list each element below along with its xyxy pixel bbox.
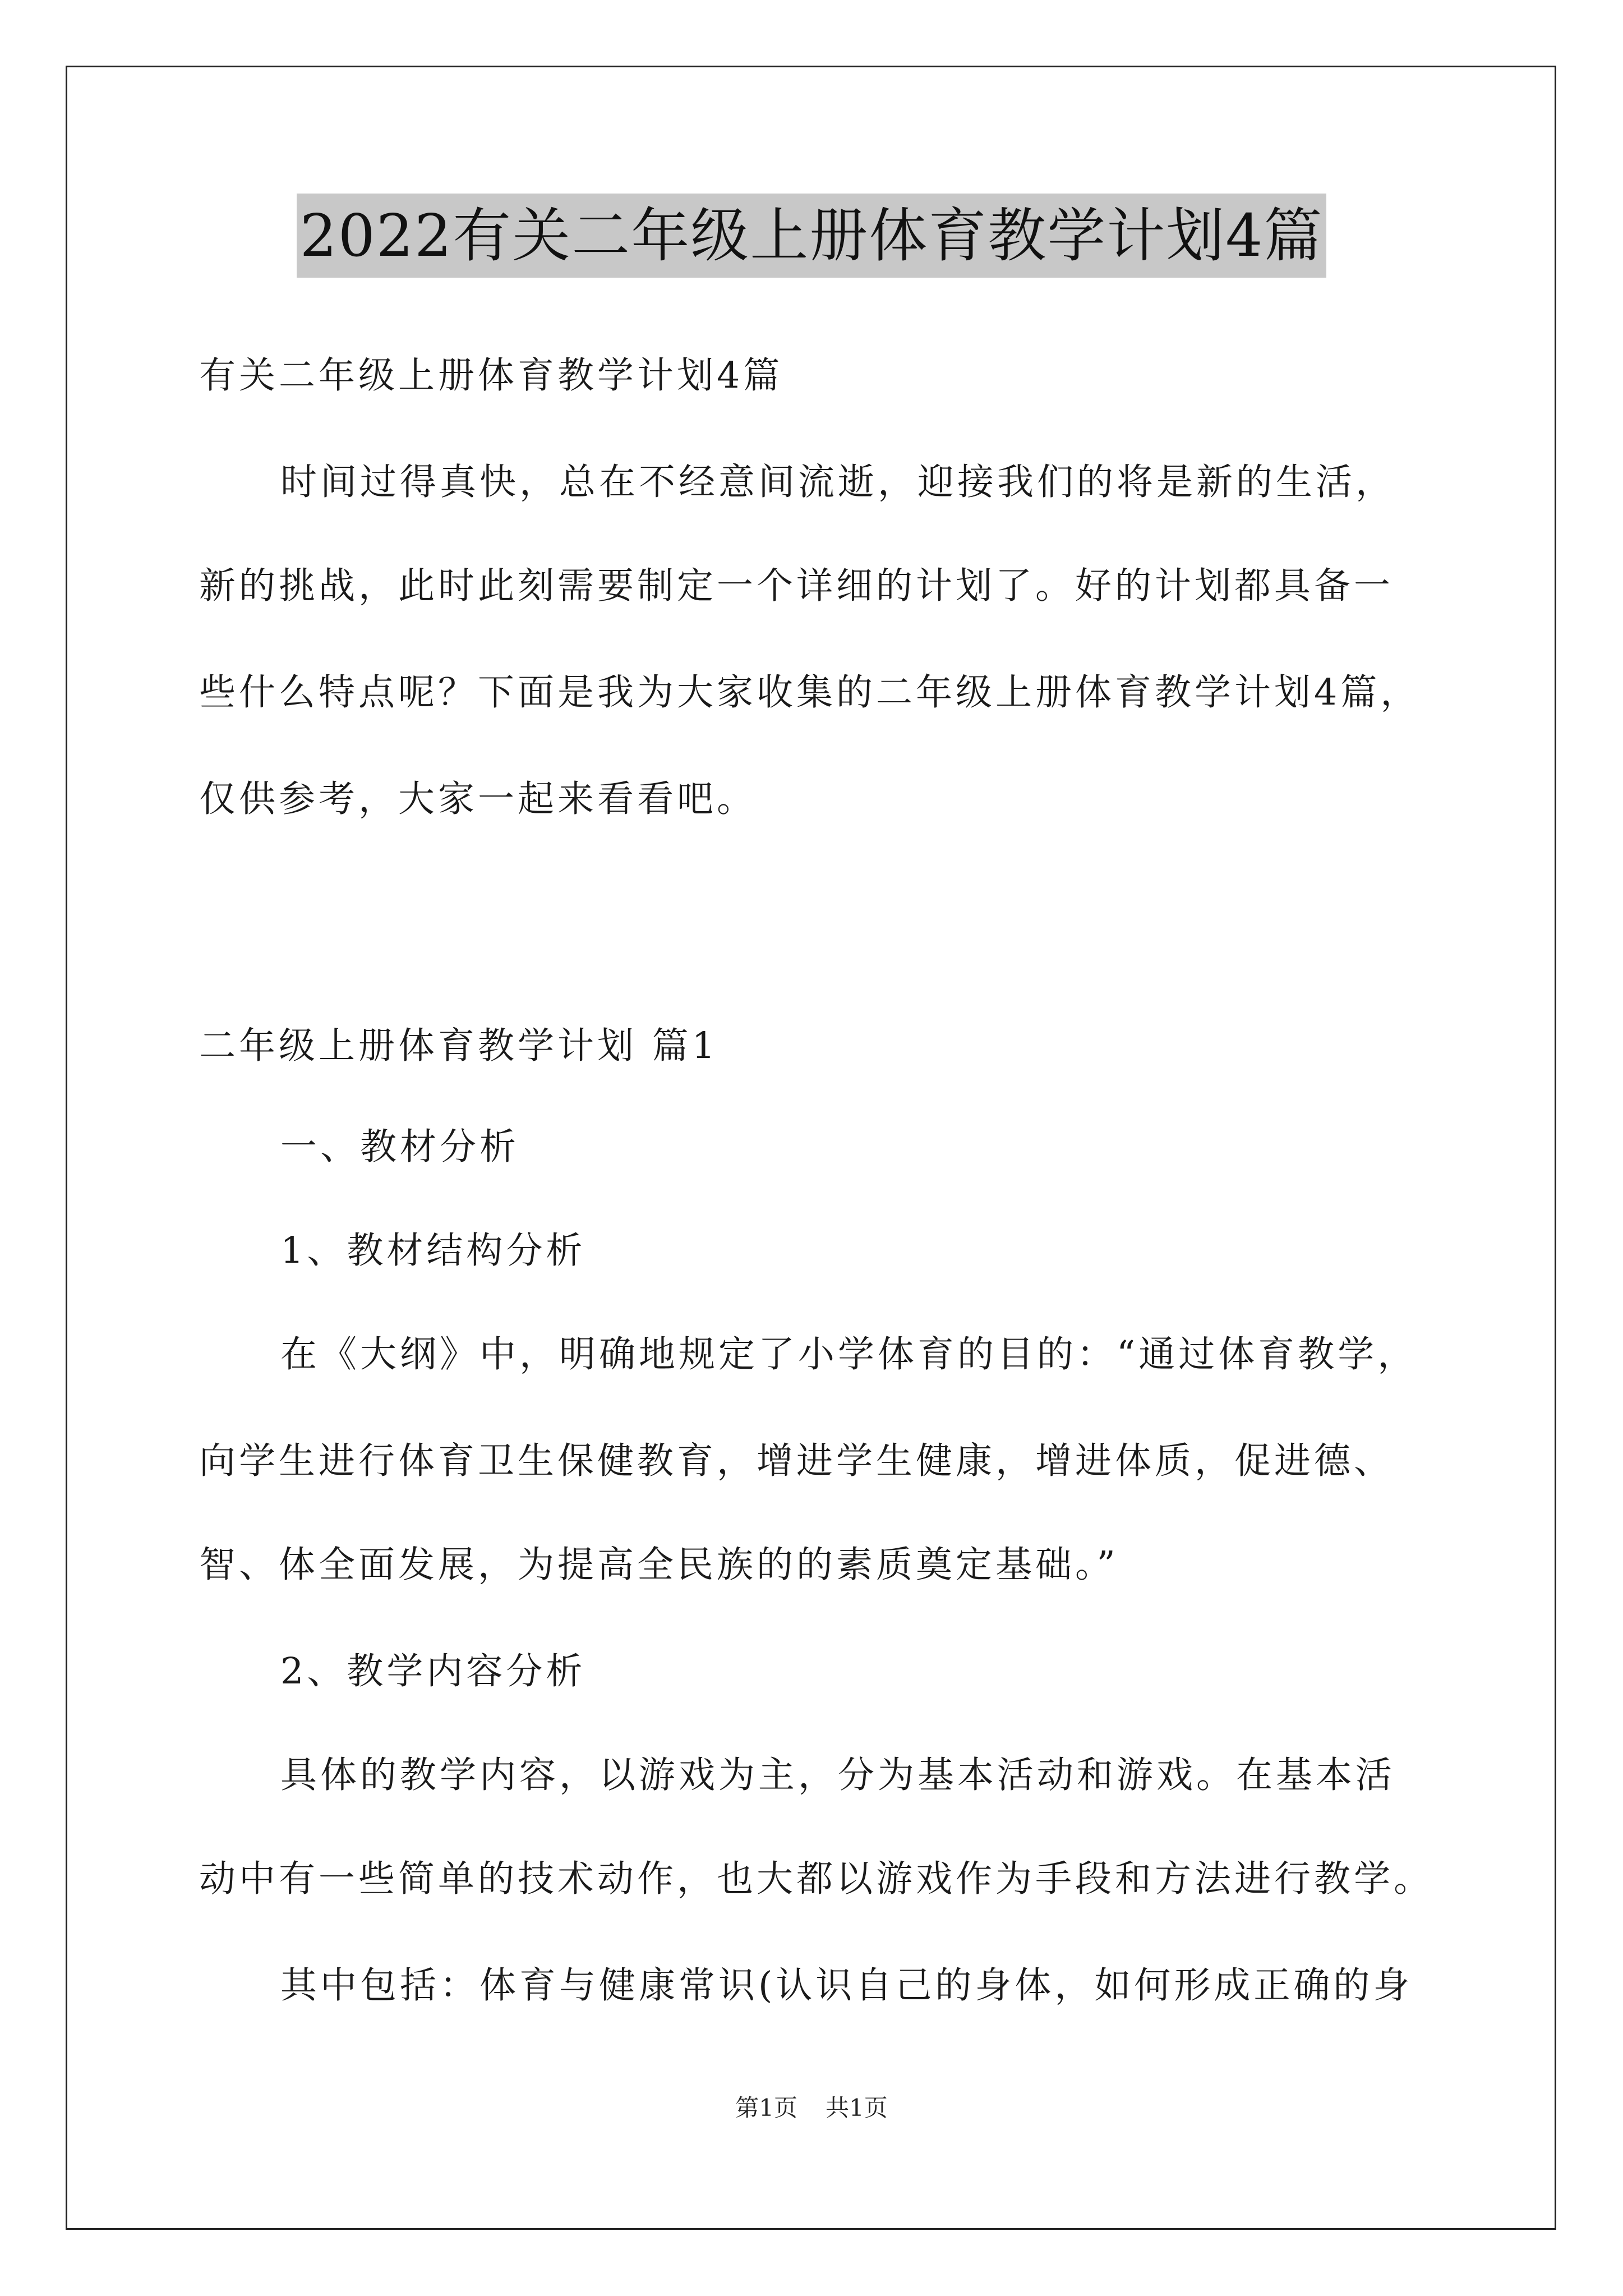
paragraph-line: 其中包括：体育与健康常识(认识自己的身体，如何形成正确的身 [280,1964,1413,2007]
paragraph-line: 些什么特点呢？下面是我为大家收集的二年级上册体育教学计划4篇， [199,671,1421,714]
paragraph-line: 动中有一些简单的技术动作，也大都以游戏作为手段和方法进行教学。 [199,1858,1434,1900]
paragraph-line: 新的挑战，此时此刻需要制定一个详细的计划了。好的计划都具备一 [199,565,1394,607]
document-title: 2022有关二年级上册体育教学计划4篇 [297,194,1327,278]
paragraph-line: 时间过得真快，总在不经意间流逝，迎接我们的将是新的生活， [280,461,1396,503]
paragraph-line: 具体的教学内容，以游戏为主，分为基本活动和游戏。在基本活 [280,1754,1396,1796]
paragraph-line: 仅供参考，大家一起来看看吧。 [199,778,757,820]
subsection-heading: 一、教材分析 [280,1126,520,1168]
subtitle-line: 有关二年级上册体育教学计划4篇 [199,355,783,397]
total-pages-label: 共1页 [826,2094,888,2122]
paragraph-line: 智、体全面发展，为提高全民族的的素质奠定基础。” [199,1544,1119,1586]
current-page-label: 第1页 [735,2094,797,2122]
subsection-heading: 2、教学内容分析 [280,1650,586,1692]
title-container [0,194,1623,278]
subsection-heading: 1、教材结构分析 [280,1230,586,1272]
paragraph-line: 向学生进行体育卫生保健教育，增进学生健康，增进体质，促进德、 [199,1440,1394,1482]
page-footer [0,2091,1623,2125]
section-heading: 二年级上册体育教学计划 篇1 [199,1025,719,1067]
paragraph-line: 在《大纲》中，明确地规定了小学体育的目的：“通过体育教学， [280,1333,1418,1375]
